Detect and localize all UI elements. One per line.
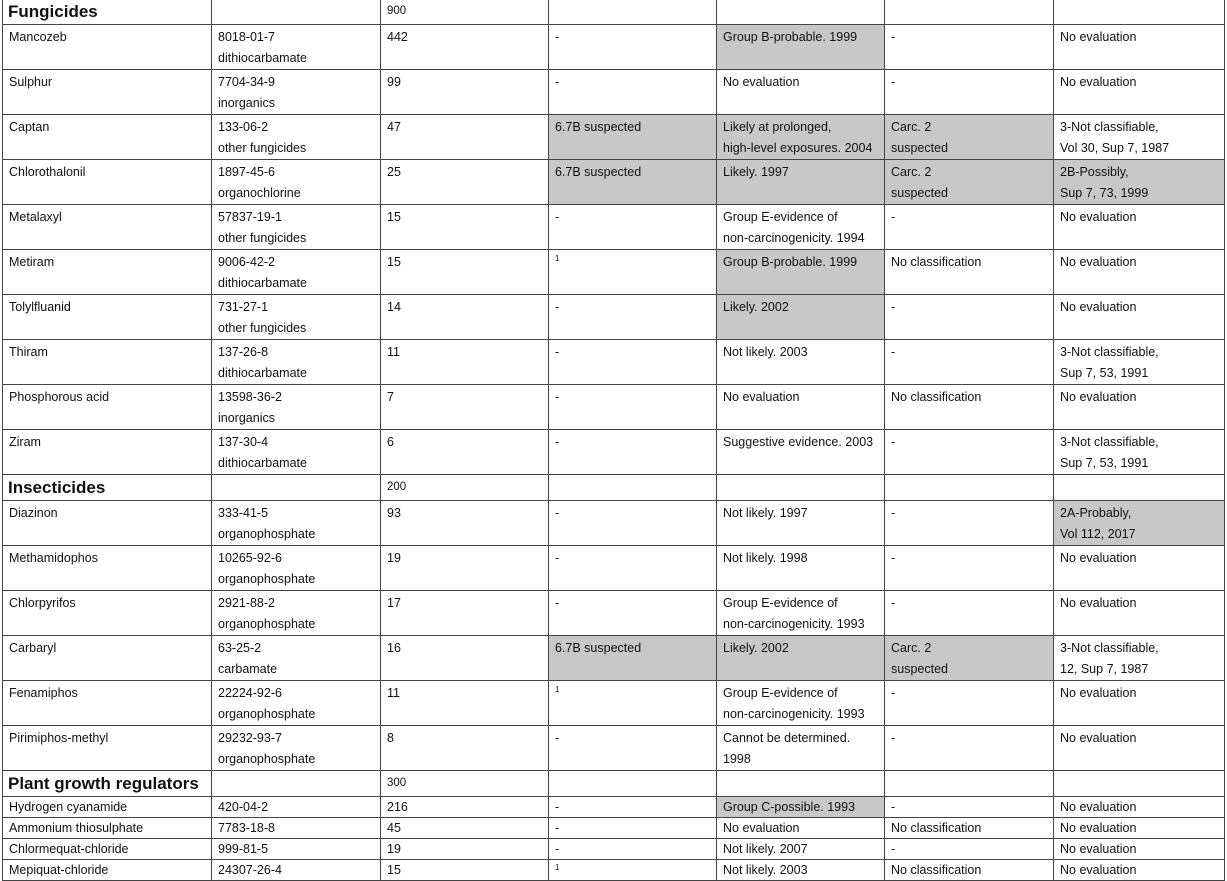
eu-classification: - — [885, 797, 1054, 818]
epa-classification — [717, 501, 885, 546]
cas-and-class — [212, 385, 381, 430]
eu-classification: No classification — [885, 818, 1054, 839]
cas-and-class-line: 2921-88-2 — [218, 596, 275, 610]
epa-classification — [717, 340, 885, 385]
quantity: 19 — [381, 839, 549, 860]
epa-classification — [717, 160, 885, 205]
quantity: 25 — [381, 160, 549, 205]
cas-and-class-line: organochlorine — [218, 186, 301, 200]
eu-classification-line: suspected — [891, 141, 948, 155]
section-title: Insecticides — [3, 475, 212, 501]
pesticide-table — [2, 0, 1225, 881]
nz-classification: - — [549, 205, 717, 250]
cas-and-class-line: 137-26-8 — [218, 345, 269, 359]
epa-classification — [717, 205, 885, 250]
empty-cell — [885, 771, 1054, 797]
iarc-classification — [1054, 160, 1225, 205]
epa-classification-line: Likely. 1997 — [723, 165, 789, 179]
table-row — [3, 160, 1225, 205]
iarc-classification-line: Sup 7, 73, 1999 — [1060, 186, 1149, 200]
eu-classification-line: - — [891, 30, 896, 44]
epa-classification-line: Group E-evidence of — [723, 596, 838, 610]
empty-cell — [717, 475, 885, 501]
empty-cell — [1054, 771, 1225, 797]
section-title: Fungicides — [3, 0, 212, 25]
empty-cell — [212, 0, 381, 25]
cas-and-class-line: organophosphate — [218, 617, 316, 631]
iarc-classification-line: No evaluation — [1060, 210, 1137, 224]
cas-and-class — [212, 160, 381, 205]
eu-classification-line: - — [891, 75, 896, 89]
cas-and-class-line: 57837-19-1 — [218, 210, 282, 224]
eu-classification: No classification — [885, 860, 1054, 881]
nz-classification — [549, 860, 717, 881]
eu-classification-line: - — [891, 435, 896, 449]
iarc-classification — [1054, 205, 1225, 250]
pesticide-name: Thiram — [3, 340, 212, 385]
table-row — [3, 501, 1225, 546]
epa-classification-line: non-carcinogenicity. 1994 — [723, 231, 865, 245]
eu-classification — [885, 70, 1054, 115]
cas-and-class — [212, 340, 381, 385]
epa-classification-line: Not likely. 2003 — [723, 345, 808, 359]
cas-and-class-line: dithiocarbamate — [218, 51, 307, 65]
eu-classification — [885, 591, 1054, 636]
iarc-classification-line: No evaluation — [1060, 300, 1137, 314]
iarc-classification: No evaluation — [1054, 797, 1225, 818]
empty-cell — [717, 771, 885, 797]
quantity: 15 — [381, 860, 549, 881]
iarc-classification-line: Sup 7, 53, 1991 — [1060, 456, 1149, 470]
table-row — [3, 546, 1225, 591]
cas-and-class — [212, 70, 381, 115]
section-header-row — [3, 0, 1225, 25]
empty-cell — [717, 0, 885, 25]
epa-classification-line: Likely at prolonged, — [723, 120, 832, 134]
table-row — [3, 430, 1225, 475]
iarc-classification-line: 2B-Possibly, — [1060, 165, 1129, 179]
eu-classification-line: suspected — [891, 662, 948, 676]
cas-and-class — [212, 546, 381, 591]
eu-classification-line: - — [891, 210, 896, 224]
cas-and-class — [212, 591, 381, 636]
cas-and-class-line: other fungicides — [218, 321, 307, 335]
quantity: 15 — [381, 205, 549, 250]
cas-and-class — [212, 115, 381, 160]
epa-classification — [717, 430, 885, 475]
quantity: 216 — [381, 797, 549, 818]
empty-cell — [212, 771, 381, 797]
section-total: 900 — [381, 0, 549, 25]
cas-and-class-line: other fungicides — [218, 231, 307, 245]
iarc-classification — [1054, 250, 1225, 295]
section-total: 300 — [381, 771, 549, 797]
eu-classification: - — [885, 839, 1054, 860]
iarc-classification-line: 3-Not classifiable, — [1060, 641, 1159, 655]
cas-and-class-line: dithiocarbamate — [218, 366, 307, 380]
empty-cell — [549, 475, 717, 501]
footnote-marker: 1 — [555, 685, 560, 694]
nz-classification: - — [549, 546, 717, 591]
iarc-classification-line: 2A-Probably, — [1060, 506, 1132, 520]
epa-classification-line: Likely. 2002 — [723, 641, 789, 655]
empty-cell — [885, 475, 1054, 501]
section-title: Plant growth regulators — [3, 771, 212, 797]
quantity: 14 — [381, 295, 549, 340]
epa-classification — [717, 250, 885, 295]
eu-classification-line: - — [891, 686, 896, 700]
iarc-classification-line: Sup 7, 53, 1991 — [1060, 366, 1149, 380]
eu-classification — [885, 430, 1054, 475]
cas-and-class-line: 13598-36-2 — [218, 390, 282, 404]
cas-and-class-line: 333-41-5 — [218, 506, 269, 520]
iarc-classification — [1054, 25, 1225, 70]
nz-classification: - — [549, 797, 717, 818]
epa-classification — [717, 546, 885, 591]
eu-classification-line: suspected — [891, 186, 948, 200]
eu-classification-line: No classification — [891, 390, 982, 404]
pesticide-name: Diazinon — [3, 501, 212, 546]
table-row — [3, 726, 1225, 771]
pesticide-name: Carbaryl — [3, 636, 212, 681]
epa-classification — [717, 385, 885, 430]
iarc-classification-line: 3-Not classifiable, — [1060, 435, 1159, 449]
cas-and-class-line: organophosphate — [218, 527, 316, 541]
quantity: 15 — [381, 250, 549, 295]
eu-classification-line: - — [891, 300, 896, 314]
footnote-marker: 1 — [555, 254, 560, 263]
iarc-classification-line: No evaluation — [1060, 75, 1137, 89]
cas-and-class — [212, 681, 381, 726]
epa-classification-line: Cannot be determined. — [723, 731, 851, 745]
cas-and-class-line: 8018-01-7 — [218, 30, 275, 44]
quantity: 6 — [381, 430, 549, 475]
eu-classification-line: No classification — [891, 255, 982, 269]
iarc-classification-line: No evaluation — [1060, 596, 1137, 610]
pesticide-name: Ammonium thiosulphate — [3, 818, 212, 839]
iarc-classification-line: No evaluation — [1060, 551, 1137, 565]
quantity: 93 — [381, 501, 549, 546]
iarc-classification-line: Vol 30, Sup 7, 1987 — [1060, 141, 1170, 155]
iarc-classification — [1054, 636, 1225, 681]
epa-classification — [717, 70, 885, 115]
iarc-classification — [1054, 115, 1225, 160]
table-row — [3, 340, 1225, 385]
cas-and-class-line: 63-25-2 — [218, 641, 262, 655]
table-row — [3, 205, 1225, 250]
pesticide-name: Metalaxyl — [3, 205, 212, 250]
table-row — [3, 115, 1225, 160]
pesticide-name: Mancozeb — [3, 25, 212, 70]
table-row — [3, 25, 1225, 70]
epa-classification-line: high-level exposures. 2004 — [723, 141, 873, 155]
cas-and-class-line: 1897-45-6 — [218, 165, 275, 179]
cas-and-class — [212, 726, 381, 771]
epa-classification — [717, 636, 885, 681]
eu-classification — [885, 546, 1054, 591]
eu-classification-line: - — [891, 596, 896, 610]
cas-and-class — [212, 501, 381, 546]
epa-classification-line: Group E-evidence of — [723, 210, 838, 224]
pesticide-name: Chlorothalonil — [3, 160, 212, 205]
pesticide-name: Hydrogen cyanamide — [3, 797, 212, 818]
epa-classification — [717, 591, 885, 636]
eu-classification-line: Carc. 2 — [891, 120, 932, 134]
pesticide-name: Captan — [3, 115, 212, 160]
epa-classification-line: No evaluation — [723, 75, 800, 89]
eu-classification-line: - — [891, 345, 896, 359]
table-body — [3, 0, 1225, 881]
quantity: 47 — [381, 115, 549, 160]
nz-classification: - — [549, 430, 717, 475]
iarc-classification-line: 12, Sup 7, 1987 — [1060, 662, 1149, 676]
cas-and-class-line: dithiocarbamate — [218, 276, 307, 290]
iarc-classification-line: 3-Not classifiable, — [1060, 120, 1159, 134]
nz-classification — [549, 681, 717, 726]
iarc-classification-line: No evaluation — [1060, 686, 1137, 700]
footnote-marker: 1 — [555, 863, 560, 872]
epa-classification — [717, 726, 885, 771]
eu-classification — [885, 681, 1054, 726]
eu-classification — [885, 636, 1054, 681]
cas-and-class — [212, 636, 381, 681]
nz-classification: 6.7B suspected — [549, 115, 717, 160]
epa-classification: Not likely. 2007 — [717, 839, 885, 860]
eu-classification — [885, 205, 1054, 250]
epa-classification: Group C-possible. 1993 — [717, 797, 885, 818]
iarc-classification: No evaluation — [1054, 839, 1225, 860]
cas-and-class-line: 10265-92-6 — [218, 551, 282, 565]
empty-cell — [1054, 475, 1225, 501]
table-row — [3, 591, 1225, 636]
nz-classification: - — [549, 501, 717, 546]
cas-and-class-line: 7704-34-9 — [218, 75, 275, 89]
pesticide-name: Sulphur — [3, 70, 212, 115]
quantity: 11 — [381, 340, 549, 385]
iarc-classification-line: 3-Not classifiable, — [1060, 345, 1159, 359]
eu-classification — [885, 250, 1054, 295]
cas-number: 24307-26-4 — [212, 860, 381, 881]
eu-classification-line: Carc. 2 — [891, 165, 932, 179]
cas-and-class-line: 137-30-4 — [218, 435, 269, 449]
pesticide-name: Tolylfluanid — [3, 295, 212, 340]
cas-and-class — [212, 250, 381, 295]
cas-number: 7783-18-8 — [212, 818, 381, 839]
iarc-classification — [1054, 681, 1225, 726]
cas-and-class-line: 731-27-1 — [218, 300, 269, 314]
nz-classification: 6.7B suspected — [549, 160, 717, 205]
eu-classification — [885, 385, 1054, 430]
epa-classification-line: non-carcinogenicity. 1993 — [723, 617, 865, 631]
empty-cell — [549, 771, 717, 797]
cas-and-class-line: inorganics — [218, 96, 275, 110]
iarc-classification-line: No evaluation — [1060, 731, 1137, 745]
nz-classification — [549, 250, 717, 295]
iarc-classification-line: No evaluation — [1060, 390, 1137, 404]
iarc-classification — [1054, 501, 1225, 546]
nz-classification: 6.7B suspected — [549, 636, 717, 681]
cas-and-class-line: 22224-92-6 — [218, 686, 282, 700]
nz-classification: - — [549, 295, 717, 340]
empty-cell — [549, 0, 717, 25]
eu-classification-line: - — [891, 731, 896, 745]
pesticide-name: Chlorpyrifos — [3, 591, 212, 636]
cas-and-class — [212, 430, 381, 475]
nz-classification: - — [549, 25, 717, 70]
iarc-classification: No evaluation — [1054, 860, 1225, 881]
nz-classification: - — [549, 385, 717, 430]
cas-and-class-line: organophosphate — [218, 572, 316, 586]
epa-classification: No evaluation — [717, 818, 885, 839]
pesticide-name: Mepiquat-chloride — [3, 860, 212, 881]
pesticide-name: Methamidophos — [3, 546, 212, 591]
iarc-classification — [1054, 430, 1225, 475]
table-row — [3, 860, 1225, 881]
quantity: 99 — [381, 70, 549, 115]
epa-classification-line: Group B-probable. 1999 — [723, 255, 858, 269]
eu-classification — [885, 501, 1054, 546]
section-header-row — [3, 475, 1225, 501]
epa-classification — [717, 295, 885, 340]
quantity: 45 — [381, 818, 549, 839]
nz-classification: - — [549, 340, 717, 385]
epa-classification — [717, 681, 885, 726]
cas-and-class — [212, 25, 381, 70]
table-row — [3, 250, 1225, 295]
section-header-row — [3, 771, 1225, 797]
pesticide-name: Pirimiphos-methyl — [3, 726, 212, 771]
iarc-classification — [1054, 385, 1225, 430]
pesticide-name: Chlormequat-chloride — [3, 839, 212, 860]
eu-classification — [885, 160, 1054, 205]
pesticide-name: Phosphorous acid — [3, 385, 212, 430]
cas-and-class — [212, 205, 381, 250]
empty-cell — [212, 475, 381, 501]
epa-classification-line: 1998 — [723, 752, 751, 766]
eu-classification — [885, 340, 1054, 385]
iarc-classification-line: No evaluation — [1060, 30, 1137, 44]
pesticide-name: Fenamiphos — [3, 681, 212, 726]
iarc-classification — [1054, 340, 1225, 385]
pesticide-name: Metiram — [3, 250, 212, 295]
iarc-classification — [1054, 70, 1225, 115]
nz-classification: - — [549, 818, 717, 839]
iarc-classification — [1054, 726, 1225, 771]
quantity: 11 — [381, 681, 549, 726]
nz-classification: - — [549, 726, 717, 771]
nz-classification: - — [549, 591, 717, 636]
epa-classification-line: No evaluation — [723, 390, 800, 404]
iarc-classification — [1054, 295, 1225, 340]
epa-classification — [717, 25, 885, 70]
quantity: 8 — [381, 726, 549, 771]
eu-classification — [885, 25, 1054, 70]
table-row — [3, 797, 1225, 818]
cas-and-class-line: other fungicides — [218, 141, 307, 155]
nz-classification: - — [549, 839, 717, 860]
table-row — [3, 385, 1225, 430]
eu-classification-line: - — [891, 551, 896, 565]
cas-and-class-line: 9006-42-2 — [218, 255, 275, 269]
cas-and-class-line: organophosphate — [218, 707, 316, 721]
table-row — [3, 839, 1225, 860]
epa-classification-line: Suggestive evidence. 2003 — [723, 435, 874, 449]
iarc-classification: No evaluation — [1054, 818, 1225, 839]
epa-classification-line: non-carcinogenicity. 1993 — [723, 707, 865, 721]
table-row — [3, 818, 1225, 839]
table-row — [3, 636, 1225, 681]
empty-cell — [885, 0, 1054, 25]
quantity: 7 — [381, 385, 549, 430]
cas-and-class-line: 133-06-2 — [218, 120, 269, 134]
cas-and-class-line: inorganics — [218, 411, 275, 425]
nz-classification: - — [549, 70, 717, 115]
epa-classification-line: Group B-probable. 1999 — [723, 30, 858, 44]
iarc-classification-line: No evaluation — [1060, 255, 1137, 269]
quantity: 17 — [381, 591, 549, 636]
cas-number: 420-04-2 — [212, 797, 381, 818]
cas-and-class-line: 29232-93-7 — [218, 731, 282, 745]
cas-and-class-line: organophosphate — [218, 752, 316, 766]
cas-and-class-line: dithiocarbamate — [218, 456, 307, 470]
epa-classification-line: Likely. 2002 — [723, 300, 789, 314]
table-row — [3, 681, 1225, 726]
cas-number: 999-81-5 — [212, 839, 381, 860]
table-row — [3, 295, 1225, 340]
eu-classification-line: Carc. 2 — [891, 641, 932, 655]
epa-classification-line: Not likely. 1998 — [723, 551, 808, 565]
iarc-classification — [1054, 546, 1225, 591]
empty-cell — [1054, 0, 1225, 25]
table-row — [3, 70, 1225, 115]
epa-classification: Not likely. 2003 — [717, 860, 885, 881]
quantity: 442 — [381, 25, 549, 70]
eu-classification — [885, 726, 1054, 771]
eu-classification — [885, 295, 1054, 340]
cas-and-class — [212, 295, 381, 340]
quantity: 16 — [381, 636, 549, 681]
quantity: 19 — [381, 546, 549, 591]
epa-classification — [717, 115, 885, 160]
eu-classification — [885, 115, 1054, 160]
epa-classification-line: Not likely. 1997 — [723, 506, 808, 520]
pesticide-name: Ziram — [3, 430, 212, 475]
section-total: 200 — [381, 475, 549, 501]
iarc-classification-line: Vol 112, 2017 — [1060, 527, 1136, 541]
epa-classification-line: Group E-evidence of — [723, 686, 838, 700]
cas-and-class-line: carbamate — [218, 662, 278, 676]
eu-classification-line: - — [891, 506, 896, 520]
iarc-classification — [1054, 591, 1225, 636]
